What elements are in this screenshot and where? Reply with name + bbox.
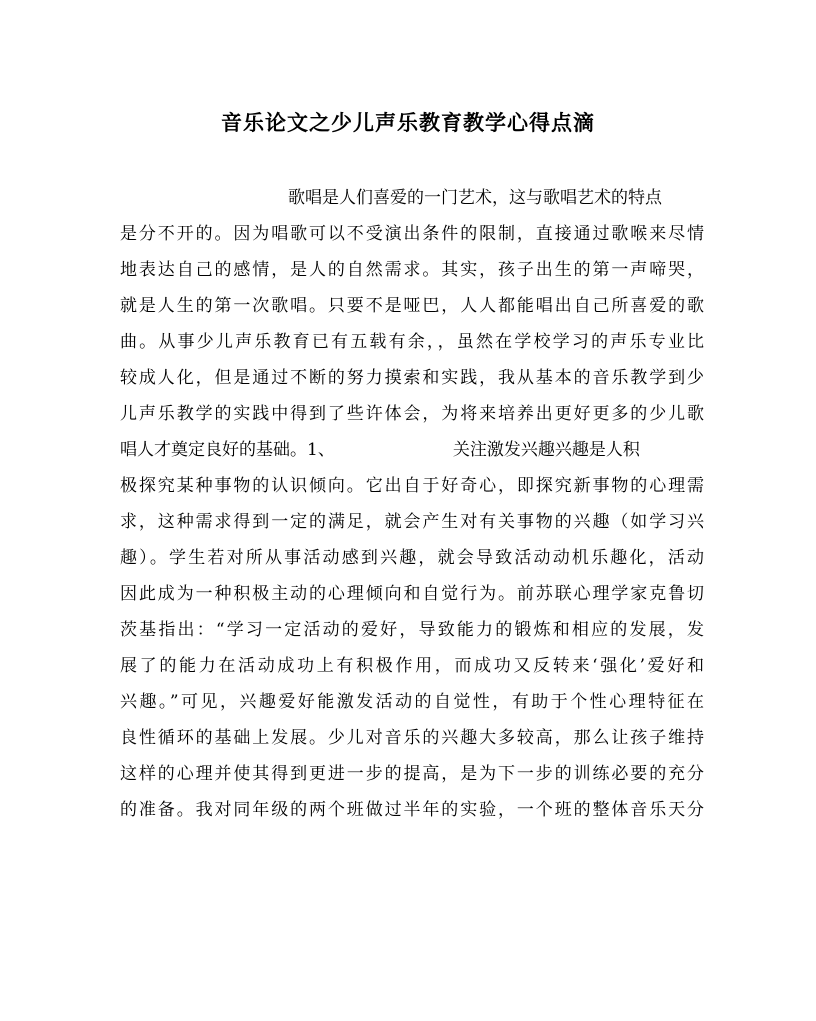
paragraph-line: 的准备。我对同年级的两个班做过半年的实验，一个班的整体音乐天分 — [120, 800, 704, 820]
paragraph-line: 就是人生的第一次歌唱。只要不是哑巴，人人都能唱出自己所喜爱的歌 — [120, 296, 704, 316]
paragraph-line: 歌唱是人们喜爱的一门艺术，这与歌唱艺术的特点 — [288, 188, 662, 208]
section-heading-text: 关注激发兴趣兴趣是人积 — [452, 440, 640, 460]
paragraph-line: 良性循环的基础上发展。少儿对音乐的兴趣大多较高，那么让孩子维持 — [120, 728, 704, 748]
paragraph-line: 茨基指出：“学习一定活动的爱好，导致能力的锻炼和相应的发展，发 — [120, 620, 704, 640]
paragraph-line: 求，这种需求得到一定的满足，就会产生对有关事物的兴趣（如学习兴 — [120, 512, 704, 532]
paragraph-line: 地表达自己的感情，是人的自然需求。其实，孩子出生的第一声啼哭， — [120, 260, 704, 280]
paragraph-line: 较成人化，但是通过不断的努力摸索和实践，我从基本的音乐教学到少 — [120, 368, 704, 388]
paragraph-line: 是分不开的。因为唱歌可以不受演出条件的限制，直接通过歌喉来尽情 — [120, 224, 704, 244]
paragraph-line: 展了的能力在活动成功上有积极作用，而成功又反转来‘强化’爱好和 — [120, 656, 704, 676]
paragraph-line: 趣）。学生若对所从事活动感到兴趣，就会导致活动动机乐趣化，活动 — [120, 548, 704, 568]
paragraph-line: 这样的心理并使其得到更进一步的提高，是为下一步的训练必要的充分 — [120, 764, 704, 784]
section-number-text: 唱人才奠定良好的基础。1、 — [120, 440, 335, 460]
paragraph-line: 极探究某种事物的认识倾向。它出自于好奇心，即探究新事物的心理需 — [120, 476, 704, 496]
paragraph-line: 儿声乐教学的实践中得到了些许体会，为将来培养出更好更多的少儿歌 — [120, 404, 704, 424]
paragraph-line: 兴趣。”可见，兴趣爱好能激发活动的自觉性，有助于个性心理特征在 — [120, 692, 704, 712]
document-body — [120, 180, 704, 828]
document-title: 音乐论文之少儿声乐教育教学心得点滴 — [221, 110, 595, 135]
paragraph-line: 曲。从事少儿声乐教育已有五载有余，，虽然在学校学习的声乐专业比 — [120, 332, 704, 352]
paragraph-line: 因此成为一种积极主动的心理倾向和自觉行为。前苏联心理学家克鲁切 — [120, 584, 704, 604]
paragraph-line-with-section-start — [120, 432, 704, 468]
